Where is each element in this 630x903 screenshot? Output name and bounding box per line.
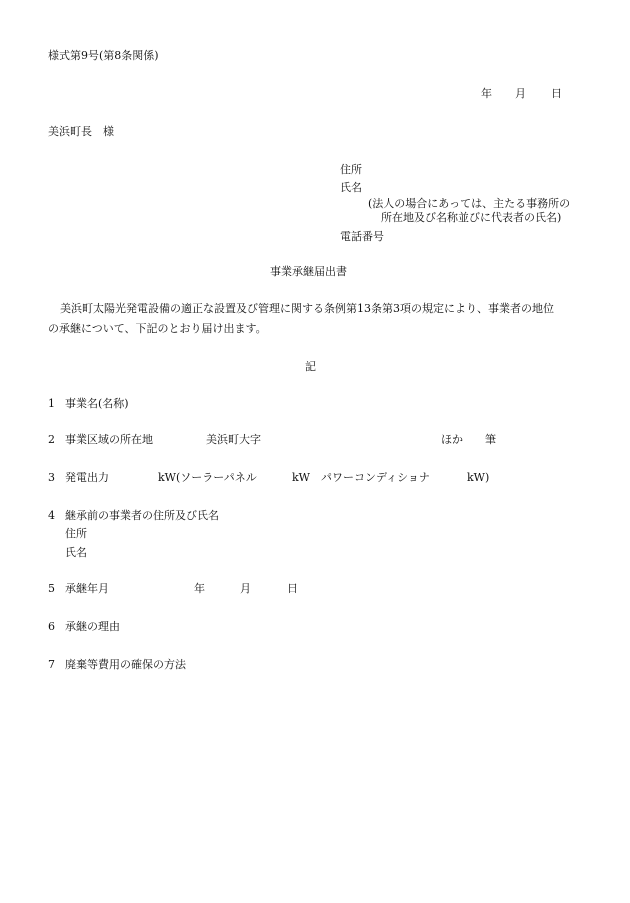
item3-kw-solar: kW(ソーラーパネル — [158, 471, 257, 484]
item7-label: 廃棄等費用の確保の方法 — [65, 658, 186, 671]
item1-label: 事業名(名称) — [65, 397, 129, 410]
body-line-2: の承継について、下記のとおり届け出ます。 — [48, 322, 267, 335]
item3-number: 3 — [48, 471, 55, 484]
applicant-address-label: 住所 — [340, 163, 362, 176]
form-number: 様式第9号(第8条関係) — [48, 49, 159, 62]
item3-kw-close: kW) — [467, 471, 490, 484]
corporate-note-line1: (法人の場合にあっては、主たる事務所の — [368, 197, 571, 210]
item2-hitsu: 筆 — [485, 433, 496, 446]
item5-year-label: 年 — [194, 582, 205, 595]
item2-label: 事業区域の所在地 — [65, 433, 153, 446]
ki-marker: 記 — [305, 360, 316, 373]
item5-label: 承継年月 — [65, 582, 109, 595]
item1-number: 1 — [48, 397, 55, 410]
applicant-phone-label: 電話番号 — [340, 230, 384, 243]
date-year-label: 年 — [481, 87, 492, 100]
item6-number: 6 — [48, 620, 55, 633]
recipient: 美浜町長 様 — [48, 125, 114, 138]
body-line-1: 美浜町太陽光発電設備の適正な設置及び管理に関する条例第13条第3項の規定により、事業者の地位 — [60, 302, 554, 315]
item2-town: 美浜町大字 — [206, 433, 261, 446]
item5-number: 5 — [48, 582, 55, 595]
document-title: 事業承継届出書 — [270, 265, 347, 278]
corporate-note-line2: 所在地及び名称並びに代表者の氏名) — [381, 211, 562, 224]
item5-month-label: 月 — [240, 582, 251, 595]
date-day-label: 日 — [551, 87, 562, 100]
item6-label: 承継の理由 — [65, 620, 120, 633]
item4-label: 継承前の事業者の住所及び氏名 — [65, 509, 219, 522]
date-month-label: 月 — [515, 87, 526, 100]
item7-number: 7 — [48, 658, 55, 671]
item2-hoka: ほか — [441, 433, 463, 446]
item4-number: 4 — [48, 509, 55, 522]
item2-number: 2 — [48, 433, 55, 446]
item4-address-label: 住所 — [65, 527, 87, 540]
item5-day-label: 日 — [287, 582, 298, 595]
item3-kw-power: kW パワーコンディショナ — [292, 471, 430, 484]
item4-name-label: 氏名 — [65, 546, 87, 559]
applicant-name-label: 氏名 — [340, 181, 362, 194]
item3-label: 発電出力 — [65, 471, 109, 484]
